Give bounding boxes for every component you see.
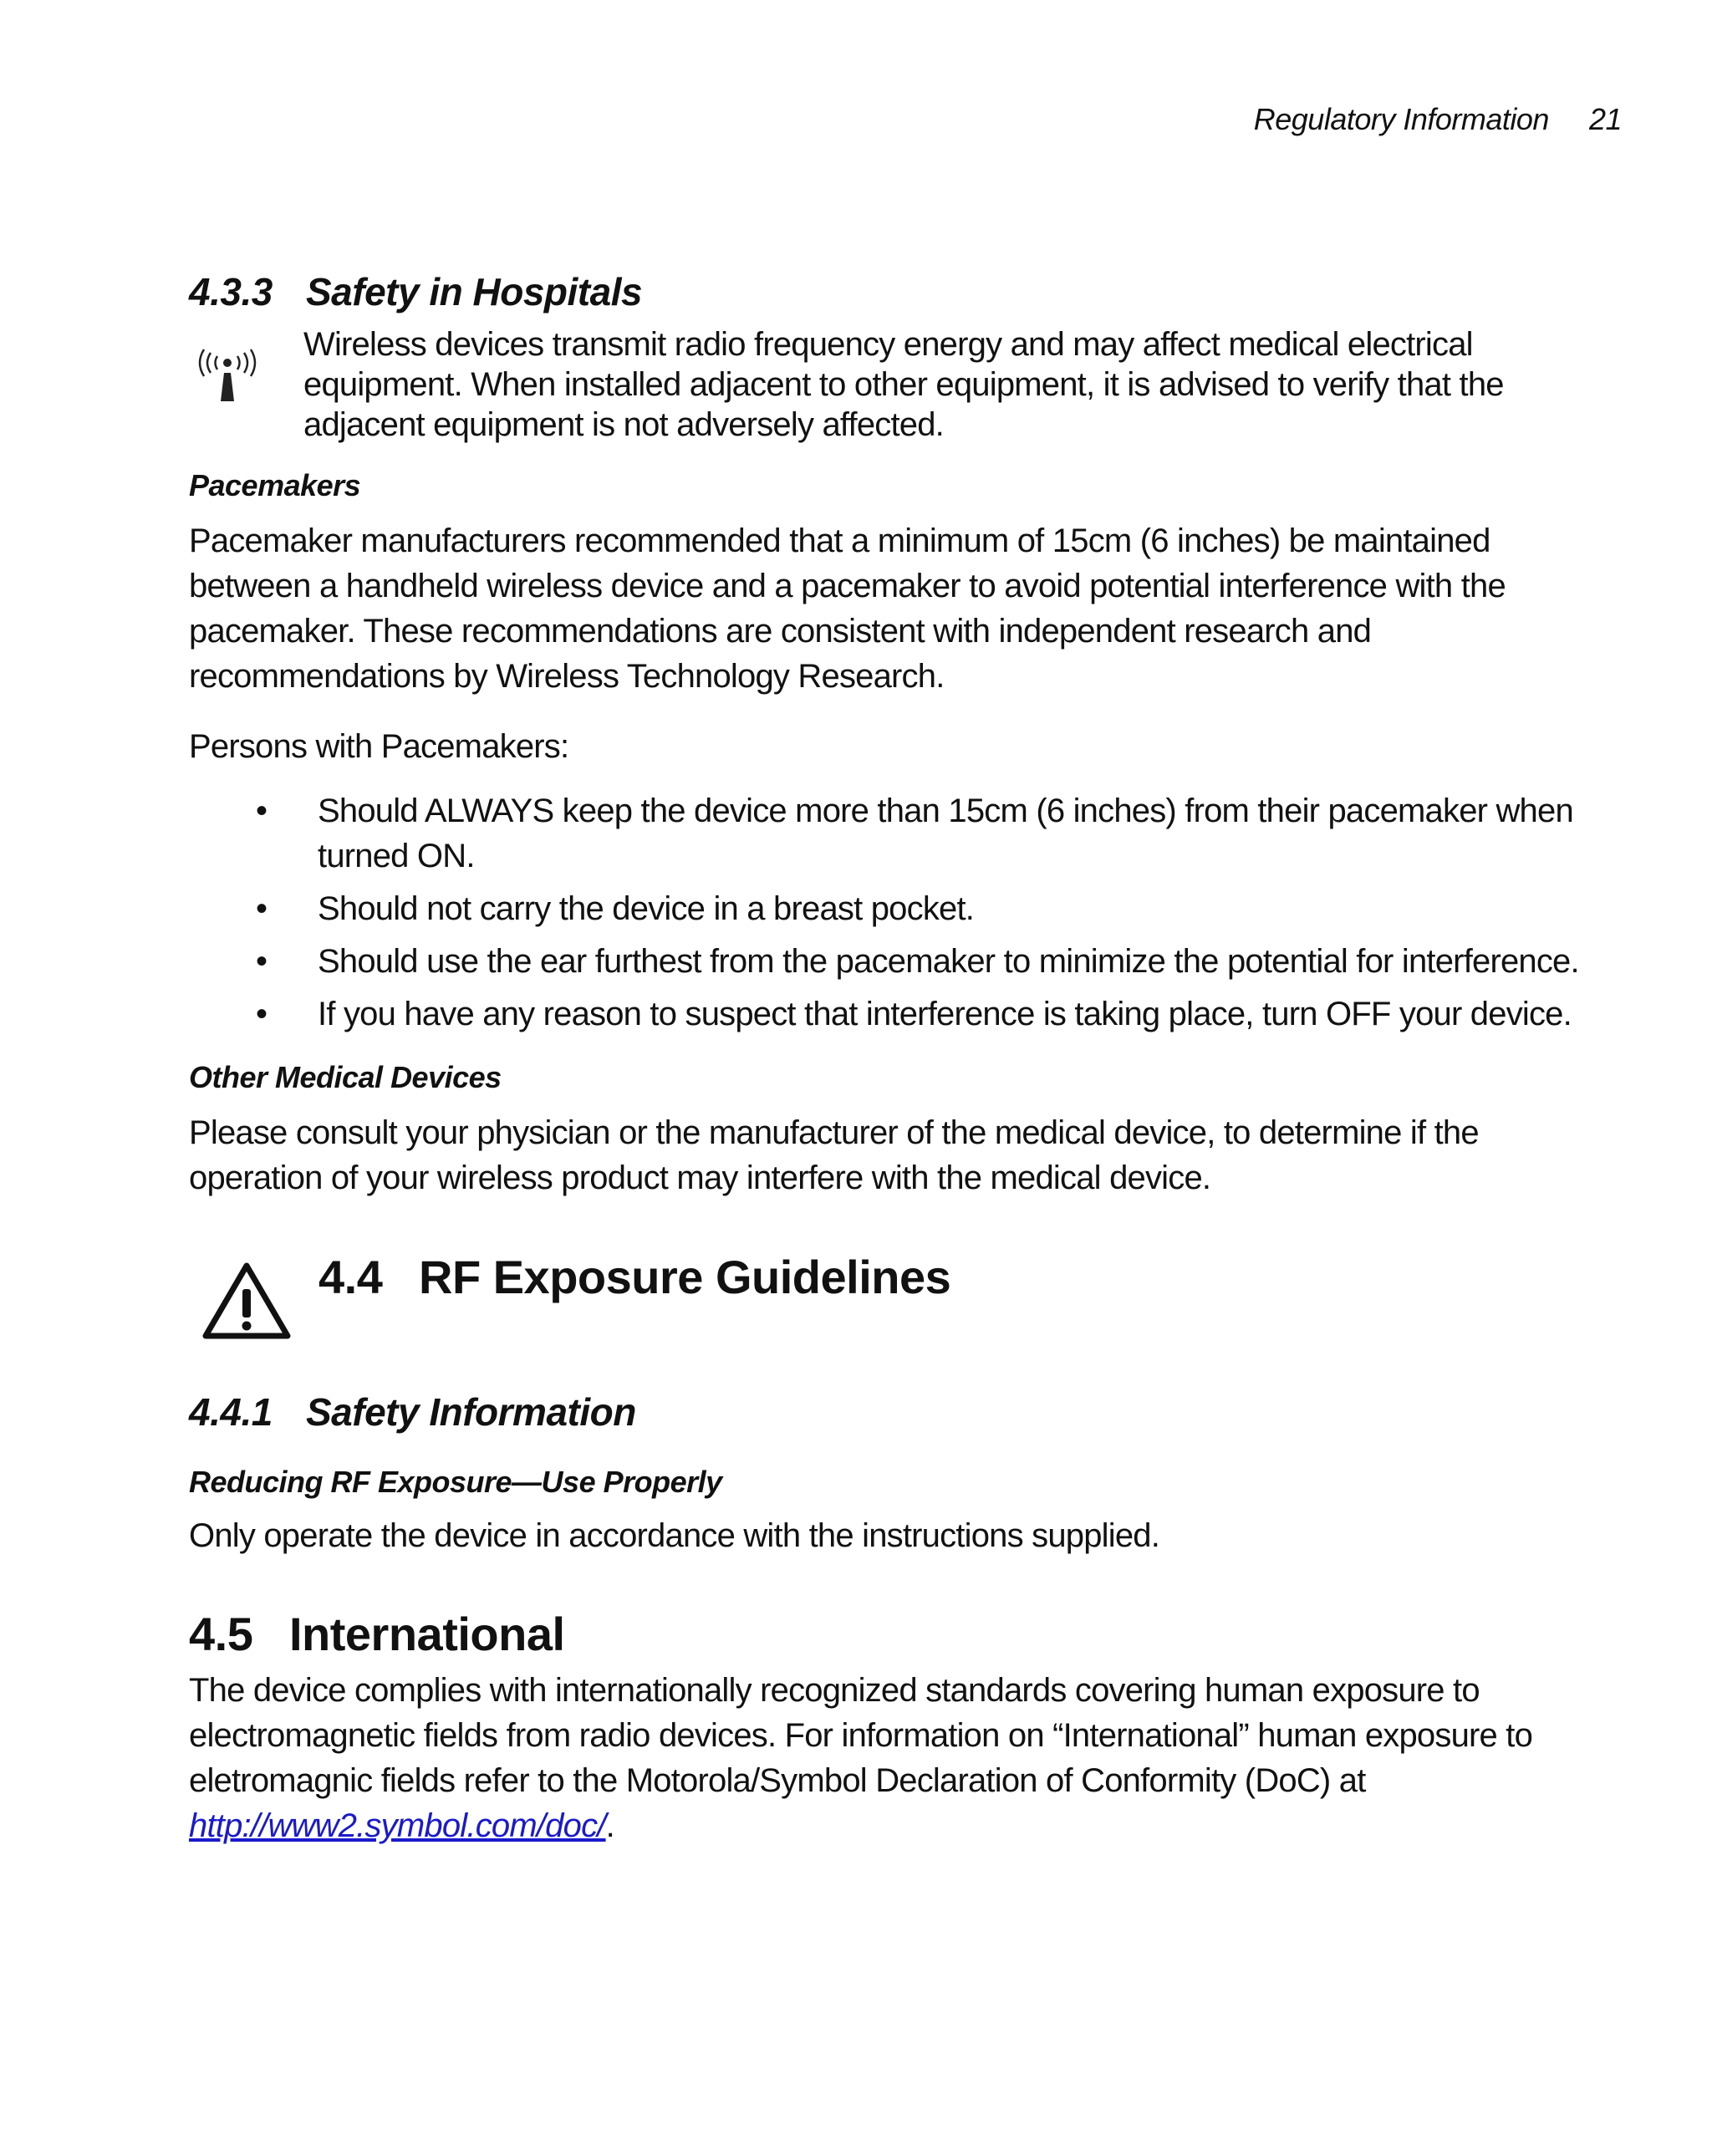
international-paragraph-text: The device complies with internationally recognized standards covering human exposure to electromagnetic fields from radio devices. For information on “International” human exposure to eletromagnic fields refer to the Motorola/Symbol Declaration of Conformity (DoC) at bbox=[189, 1672, 1533, 1799]
section-title: Safety in Hospitals bbox=[306, 270, 643, 313]
bullet-dot: • bbox=[256, 943, 268, 980]
section-title: RF Exposure Guidelines bbox=[419, 1251, 951, 1303]
running-header bbox=[1254, 102, 1622, 137]
list-item bbox=[256, 991, 1585, 1037]
list-item bbox=[256, 886, 1585, 931]
trailing-period: . bbox=[605, 1807, 614, 1844]
persons-with-pacemakers-label: Persons with Pacemakers: bbox=[189, 728, 569, 765]
wireless-signal-icon bbox=[192, 341, 262, 409]
section-number: 4.4 bbox=[318, 1251, 383, 1303]
bullet-dot: • bbox=[256, 890, 268, 927]
section-number: 4.5 bbox=[189, 1608, 253, 1660]
section-number: 4.4.1 bbox=[189, 1390, 273, 1434]
section-title: International bbox=[289, 1608, 565, 1660]
bullet-dot: • bbox=[256, 793, 268, 829]
doc-link[interactable]: http://www2.symbol.com/doc/ bbox=[189, 1807, 606, 1844]
section-heading-4-4 bbox=[318, 1250, 950, 1304]
list-item-text: Should ALWAYS keep the device more than 15cm (6 inches) from their pacemaker when turned ON. bbox=[318, 793, 1573, 874]
other-medical-devices-heading: Other Medical Devices bbox=[189, 1060, 502, 1094]
safety-information-paragraph: Only operate the device in accordance with the instructions supplied. bbox=[189, 1517, 1160, 1554]
section-heading-4-3-3 bbox=[189, 269, 642, 314]
section-heading-4-4-1 bbox=[189, 1389, 636, 1435]
section-heading-4-5 bbox=[189, 1607, 565, 1661]
list-item bbox=[256, 788, 1585, 879]
warning-triangle-icon bbox=[201, 1261, 293, 1347]
reducing-rf-exposure-heading: Reducing RF Exposure—Use Properly bbox=[189, 1465, 722, 1499]
bullet-dot: • bbox=[256, 996, 268, 1032]
hospital-intro-paragraph: Wireless devices transmit radio frequency energy and may affect medical electrical equipment. When installed adjacent to other equipment, it is advised to verify that the adjacent equipment is not adversely affected. bbox=[303, 326, 1504, 443]
section-title: Safety Information bbox=[306, 1390, 636, 1434]
international-paragraph bbox=[189, 1668, 1560, 1848]
section-number: 4.3.3 bbox=[189, 270, 273, 313]
page-number: 21 bbox=[1588, 102, 1622, 136]
list-item bbox=[256, 939, 1585, 984]
pacemakers-paragraph: Pacemaker manufacturers recommended that a minimum of 15cm (6 inches) be maintained between a handheld wireless device and a pacemaker to avoid potential interference with the pacemaker. These recommendations are consistent with independent research and recommendations by Wireless Technology Research. bbox=[189, 522, 1506, 695]
pacemaker-bullet-list bbox=[256, 788, 1585, 1044]
pacemakers-heading: Pacemakers bbox=[189, 468, 361, 502]
running-header-title: Regulatory Information bbox=[1253, 102, 1549, 136]
list-item-text: Should not carry the device in a breast pocket. bbox=[318, 890, 975, 927]
list-item-text: Should use the ear furthest from the pacemaker to minimize the potential for interference. bbox=[318, 943, 1579, 980]
list-item-text: If you have any reason to suspect that interference is taking place, turn OFF your device. bbox=[318, 996, 1572, 1032]
other-medical-paragraph: Please consult your physician or the manufacturer of the medical device, to determine if the operation of your wireless product may interfere with the medical device. bbox=[189, 1114, 1479, 1196]
